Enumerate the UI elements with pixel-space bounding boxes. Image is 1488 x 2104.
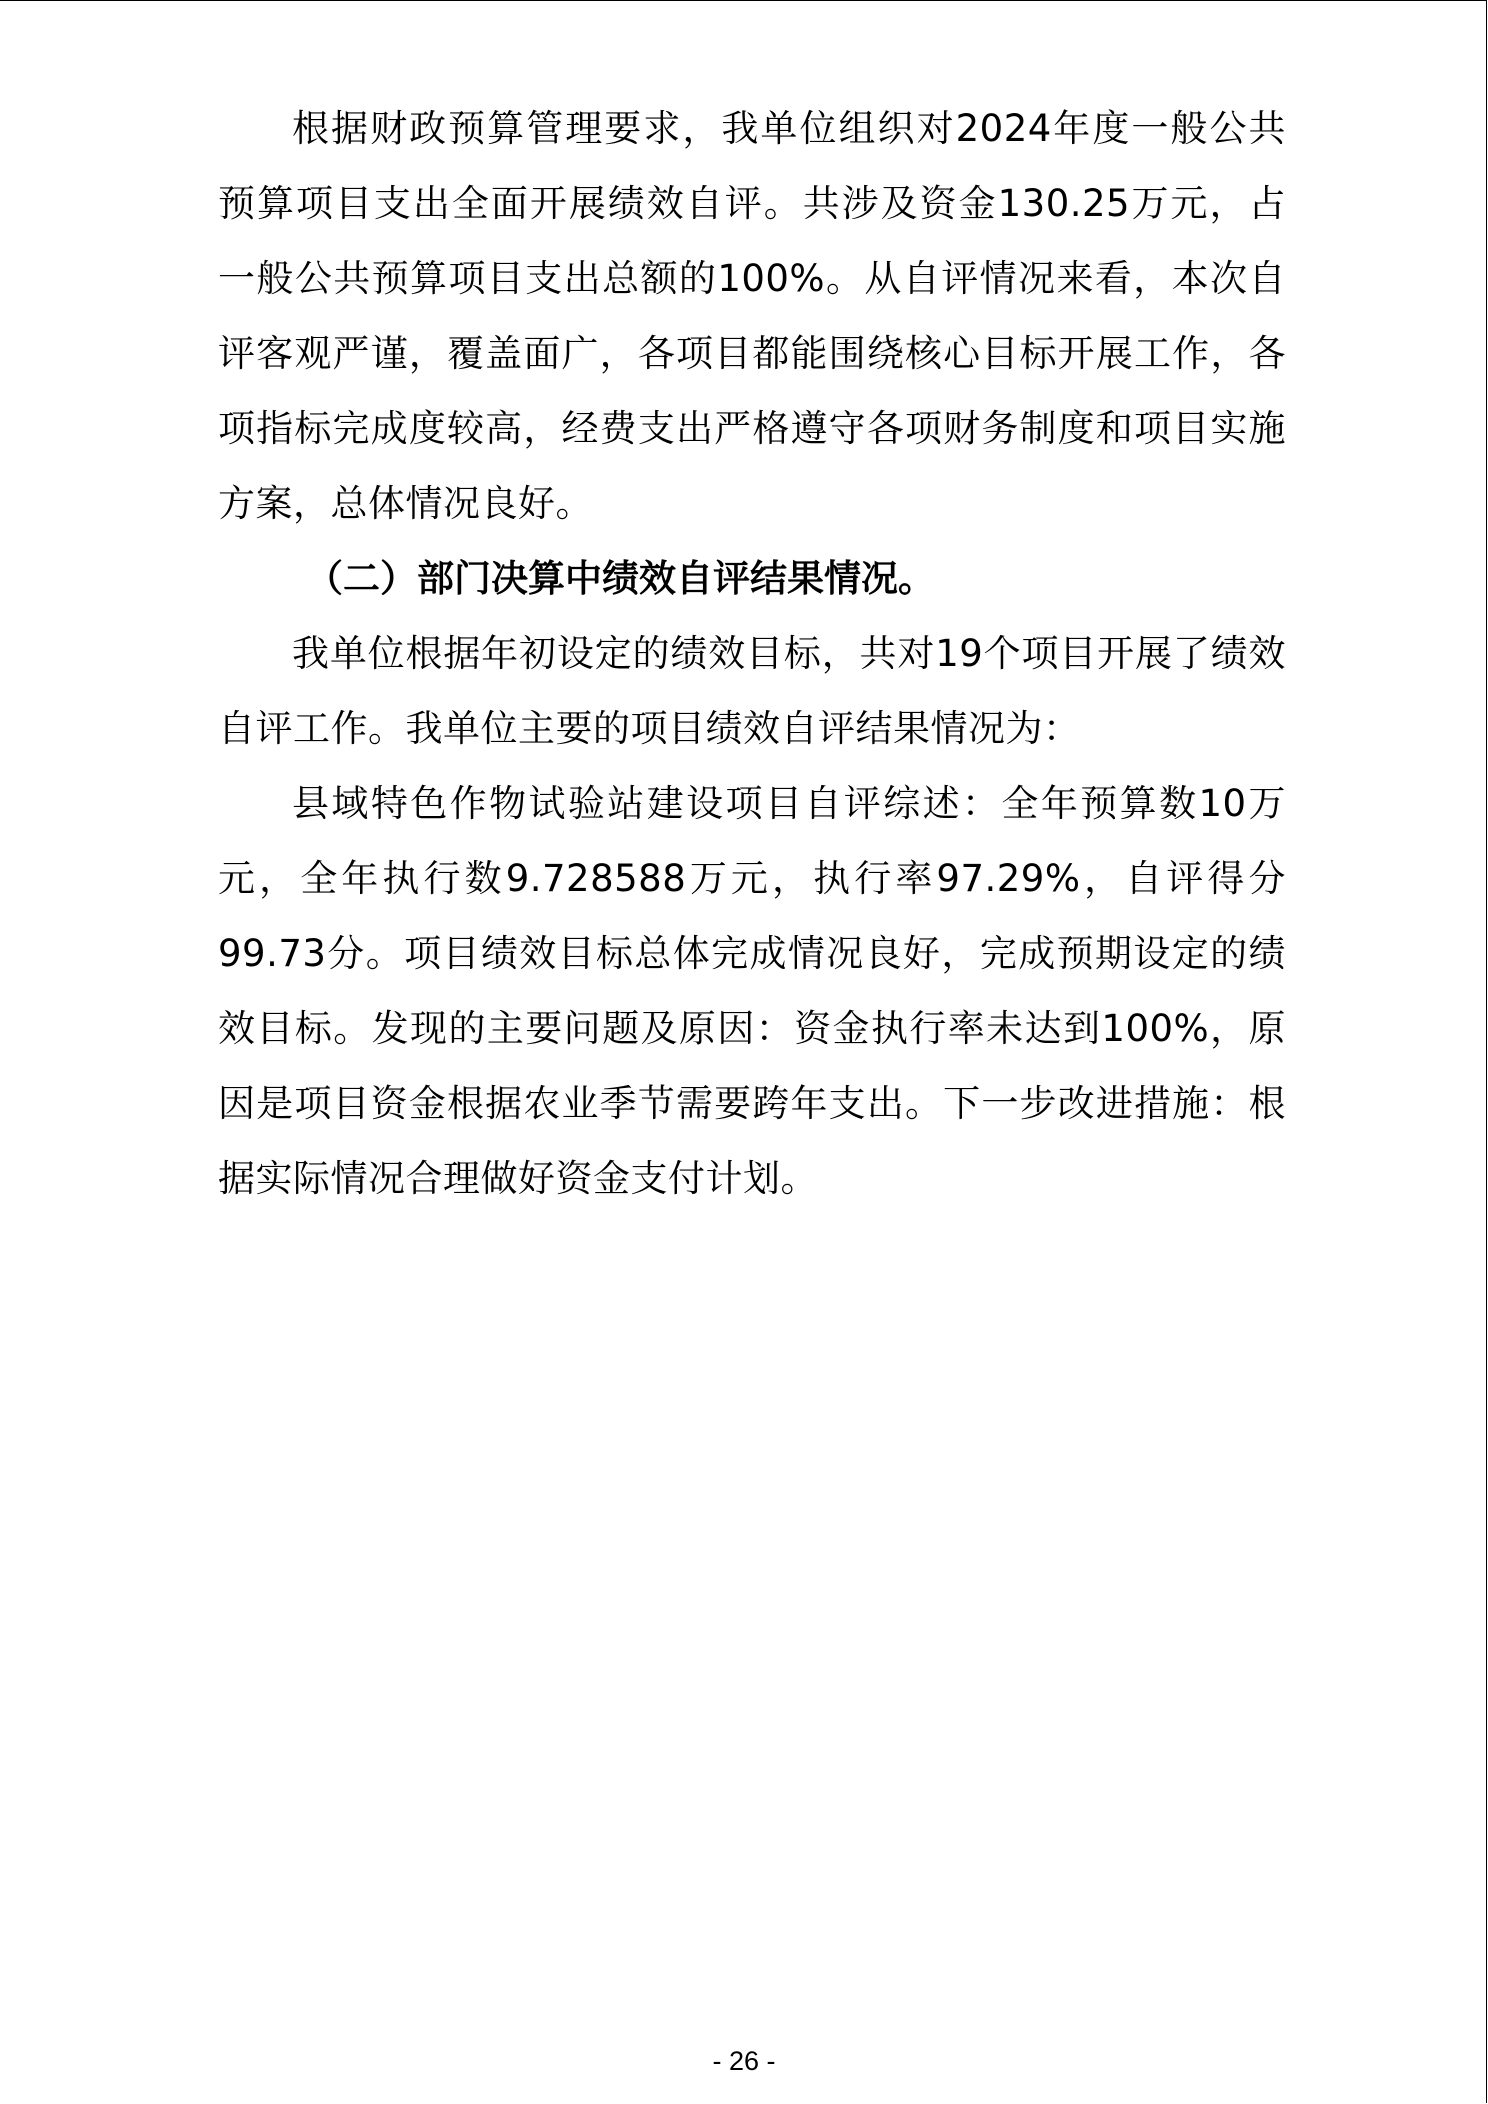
paragraph-self-evaluation-overview: 根据财政预算管理要求，我单位组织对2024年度一般公共预算项目支出全面开展绩效自评。共涉及资金130.25万元，占一般公共预算项目支出总额的100%。从自评情况来看，本次自评客观严谨，覆盖面广，各项目都能围绕核心目标开展工作，各项指标完成度较高，经费支出严格遵守各项财务制度和项目实施方案，总体情况良好。 bbox=[218, 107, 1286, 525]
paragraph-project-summary: 县域特色作物试验站建设项目自评综述：全年预算数10万元，全年执行数9.728588万元，执行率97.29%，自评得分99.73分。项目绩效目标总体完成情况良好，完成预期设定的绩效目标。发现的主要问题及原因：资金执行率未达到100%，原因是项目资金根据农业季节需要跨年支出。下一步改进措施：根据实际情况合理做好资金支付计划。 bbox=[218, 782, 1286, 1200]
section-heading: （二）部门决算中绩效自评结果情况。 bbox=[306, 557, 935, 600]
page-number: - 26 - bbox=[712, 2046, 776, 2076]
document-body bbox=[218, 91, 1286, 1216]
paragraph-project-count: 我单位根据年初设定的绩效目标，共对19个项目开展了绩效自评工作。我单位主要的项目绩效自评结果情况为： bbox=[218, 632, 1286, 750]
